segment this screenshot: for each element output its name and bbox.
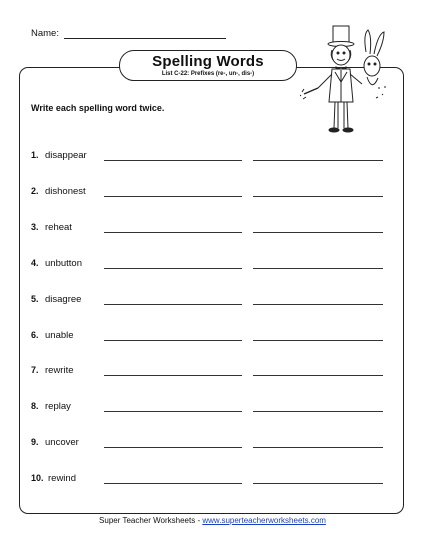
word-number: 8. [31, 401, 39, 412]
write-line-first[interactable] [104, 268, 242, 269]
spelling-word: unable [45, 329, 74, 341]
write-line-second[interactable] [253, 447, 383, 448]
word-number: 10. [31, 473, 44, 484]
title-banner [119, 50, 297, 81]
word-number: 3. [31, 221, 39, 232]
spelling-word: rewind [48, 473, 76, 485]
write-line-second[interactable] [253, 411, 383, 412]
spelling-word: disagree [45, 293, 82, 305]
word-row [31, 437, 391, 449]
spelling-word: unbutton [45, 257, 82, 269]
word-number: 2. [31, 185, 39, 196]
spelling-word: uncover [45, 437, 79, 449]
word-row [31, 473, 391, 485]
footer-text: Super Teacher Worksheets - [99, 516, 203, 525]
word-row [31, 330, 391, 342]
write-line-first[interactable] [104, 483, 242, 484]
spelling-word: replay [45, 401, 71, 413]
word-number: 7. [31, 365, 39, 376]
write-line-second[interactable] [253, 304, 383, 305]
write-line-second[interactable] [253, 160, 383, 161]
word-number: 4. [31, 257, 39, 268]
name-line[interactable] [64, 38, 226, 39]
word-row [31, 294, 391, 306]
word-row [31, 401, 391, 413]
write-line-first[interactable] [104, 447, 242, 448]
write-line-second[interactable] [253, 375, 383, 376]
word-number: 1. [31, 150, 39, 160]
word-number: 6. [31, 329, 39, 340]
write-line-first[interactable] [104, 232, 242, 233]
write-line-second[interactable] [253, 232, 383, 233]
write-line-second[interactable] [253, 196, 383, 197]
spelling-word: reheat [45, 221, 72, 233]
write-line-first[interactable] [104, 340, 242, 341]
write-line-first[interactable] [104, 160, 242, 161]
word-row [31, 186, 391, 198]
page-subtitle: List C-22: Prefixes (re-, un-, dis-) [161, 71, 255, 77]
write-line-second[interactable] [253, 340, 383, 341]
footer-link[interactable]: www.superteacherworksheets.com [202, 516, 326, 525]
write-line-first[interactable] [104, 375, 242, 376]
write-line-second[interactable] [253, 483, 383, 484]
spelling-word: disappear [45, 150, 87, 161]
word-row [31, 365, 391, 377]
instructions: Write each spelling word twice. [31, 103, 165, 113]
spelling-word: dishonest [45, 185, 86, 197]
word-number: 9. [31, 437, 39, 448]
page-title: Spelling Words [152, 53, 264, 70]
spelling-word: rewrite [45, 365, 74, 377]
write-line-first[interactable] [104, 411, 242, 412]
word-row [31, 222, 391, 234]
write-line-second[interactable] [253, 268, 383, 269]
name-label: Name: [31, 28, 59, 39]
word-number: 5. [31, 293, 39, 304]
write-line-first[interactable] [104, 304, 242, 305]
word-row [31, 150, 391, 162]
footer [0, 516, 425, 525]
word-row [31, 258, 391, 270]
magician-illustration [300, 22, 395, 137]
write-line-first[interactable] [104, 196, 242, 197]
